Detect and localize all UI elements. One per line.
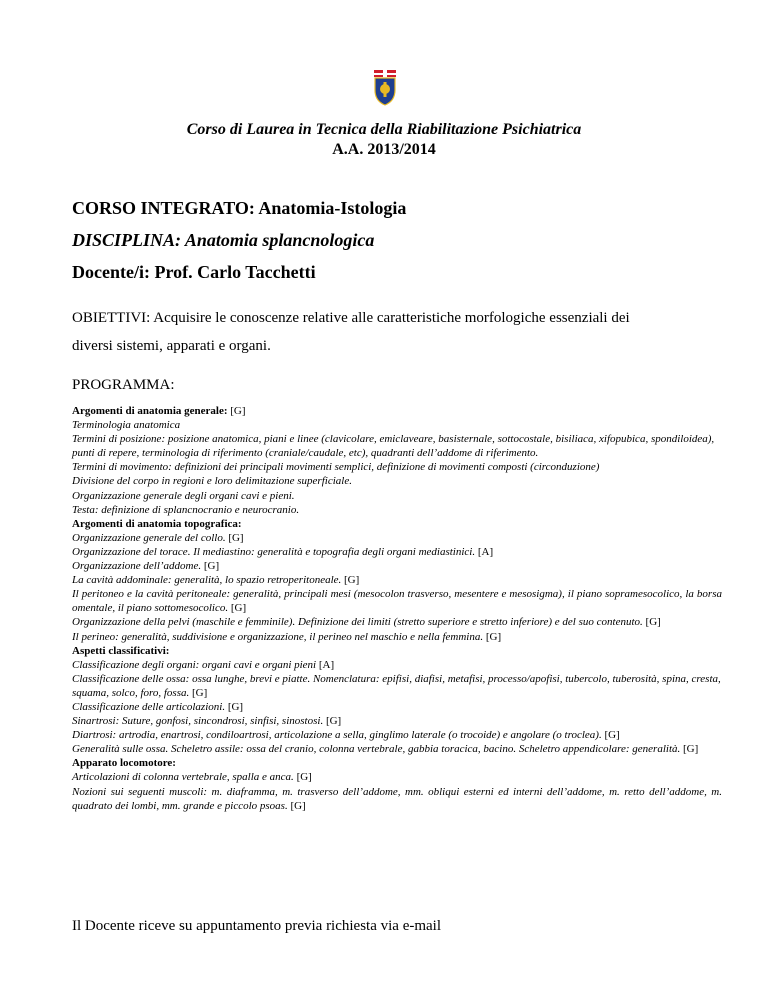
program-line: Divisione del corpo in regioni e loro delimitazione superficiale. — [72, 475, 352, 488]
topic-text: Organizzazione della pelvi (maschile e femminile). Definizione dei limiti (stretto superiore e stretto inferiore) e del suo contenuto. — [72, 616, 643, 629]
section-heading: Apparato locomotore: — [72, 757, 176, 770]
topic-text: Organizzazione dell’addome. — [72, 560, 202, 573]
teacher-name: Docente/i: Prof. Carlo Tacchetti — [72, 262, 316, 282]
section-heading: Aspetti classificativi: — [72, 644, 170, 657]
program-heading: PROGRAMMA: — [72, 377, 175, 393]
program-line — [72, 770, 722, 784]
program-line — [72, 672, 722, 700]
topic-text: Diartrosi: artrodia, enartrosi, condiloartrosi, articolazione a sella, ginglimo laterale (o trocoide) e angolare (o troclea). — [72, 729, 602, 742]
office-hours-note: Il Docente riceve su appuntamento previa richiesta via e-mail — [72, 918, 442, 934]
level-tag: [G] — [323, 715, 342, 728]
topic-text: Organizzazione del torace. Il mediastino: generalità e topografia degli organi mediastinici. — [72, 545, 476, 558]
university-crest-icon — [368, 70, 402, 106]
level-tag: [G] — [228, 602, 247, 615]
level-tag: [G] — [341, 574, 360, 587]
level-tag: [G] — [225, 700, 244, 713]
document-header — [0, 120, 768, 160]
program-line — [72, 587, 722, 615]
program-line — [72, 742, 722, 756]
degree-title: Corso di Laurea in Tecnica della Riabilitazione Psichiatrica — [186, 121, 582, 138]
topic-text: Classificazione delle ossa: ossa lunghe, brevi e piatte. Nomenclatura: epifisi, diafisi, metafisi, processo/apofisi, tubercolo, tuberosità, spina, cresta, squama, solco, foro, fossa. — [72, 672, 721, 699]
topic-text: Articolazioni di colonna vertebrale, spalla e anca. — [72, 771, 294, 784]
program-line: Termini di posizione: posizione anatomica, piani e linee (clavicolare, emiclaveare, basisternale, sottocostale, bisiliaca, xifopubica, spondiloidea), punti di repere, terminologia di riferimento (craniale/caudale, etc), quadranti dell’addome di riferimento. — [72, 433, 715, 460]
level-tag: [A] — [316, 658, 335, 671]
program-line — [72, 545, 722, 559]
topic-text: La cavità addominale: generalità, lo spazio retroperitoneale. — [72, 574, 342, 587]
topic-text: Il peritoneo e la cavità peritoneale: generalità, principali mesi (mesocolon trasverso, mesentere e mesosigma), il piano sopramesocolico, la borsa omentale, il piano sottomesocolico. — [72, 588, 722, 615]
level-tag: [G] — [189, 686, 208, 699]
academic-year: A.A. 2013/2014 — [332, 141, 436, 158]
program-line — [72, 630, 722, 644]
topic-text: Nozioni sui seguenti muscoli: m. diaframma, m. trasverso dell’addome, mm. obliqui esterni ed interni dell’addome, m. retto dell’addome, m. quadrato dei lombi, mm. grande e piccolo psoas. — [72, 785, 722, 812]
program-line — [72, 531, 722, 545]
program-line — [72, 559, 722, 573]
level-tag: [G] — [642, 616, 661, 629]
topic-text: Generalità sulle ossa. Scheletro assile: ossa del cranio, colonna vertebrale, gabbia toracica, bacino. Scheletro appendicolare: generalità. — [72, 743, 681, 756]
program-line — [72, 658, 722, 672]
topic-text: Classificazione degli organi: organi cavi e organi pieni — [72, 658, 317, 671]
program-line — [72, 404, 722, 418]
level-tag: [G] — [225, 531, 244, 544]
objectives — [72, 304, 722, 360]
program-body — [72, 404, 722, 813]
program-line: Organizzazione generale degli organi cavi e pieni. — [72, 489, 295, 502]
topic-text: Sinartrosi: Suture, gonfosi, sincondrosi, sinfisi, sinostosi. — [72, 715, 324, 728]
level-tag: [G] — [287, 799, 306, 812]
topic-text: Organizzazione generale del collo. — [72, 531, 226, 544]
objectives-line-2: diversi sistemi, apparati e organi. — [72, 338, 271, 354]
objectives-line-1: OBIETTIVI: Acquisire le conoscenze relative alle caratteristiche morfologiche essenziali dei — [72, 310, 630, 326]
program-line — [72, 615, 722, 629]
program-line — [72, 728, 722, 742]
section-heading: Argomenti di anatomia generale: — [72, 405, 228, 417]
level-tag: [G] — [227, 405, 246, 417]
program-line: Testa: definizione di splancnocranio e neurocranio. — [72, 503, 300, 516]
level-tag: [G] — [601, 729, 620, 742]
level-tag: [G] — [680, 743, 699, 756]
discipline-title: DISCIPLINA: Anatomia splancnologica — [72, 230, 375, 250]
topic-text: Il perineo: generalità, suddivisione e organizzazione, il perineo nel maschio e nella femmina. — [72, 630, 484, 643]
level-tag: [A] — [475, 545, 494, 558]
topic-text: Classificazione delle articolazioni. — [72, 700, 226, 713]
course-title: CORSO INTEGRATO: Anatomia-Istologia — [72, 198, 407, 218]
program-line — [72, 700, 722, 714]
program-line — [72, 714, 722, 728]
program-line: Terminologia anatomica — [72, 419, 181, 432]
program-line — [72, 573, 722, 587]
program-line — [72, 785, 722, 813]
level-tag: [G] — [483, 630, 502, 643]
level-tag: [G] — [293, 771, 312, 784]
level-tag: [G] — [201, 560, 220, 573]
program-line: Termini di movimento: definizioni dei principali movimenti semplici, definizione di movimenti composti (circonduzione) — [72, 461, 600, 474]
section-heading: Argomenti di anatomia topografica: — [72, 517, 242, 530]
